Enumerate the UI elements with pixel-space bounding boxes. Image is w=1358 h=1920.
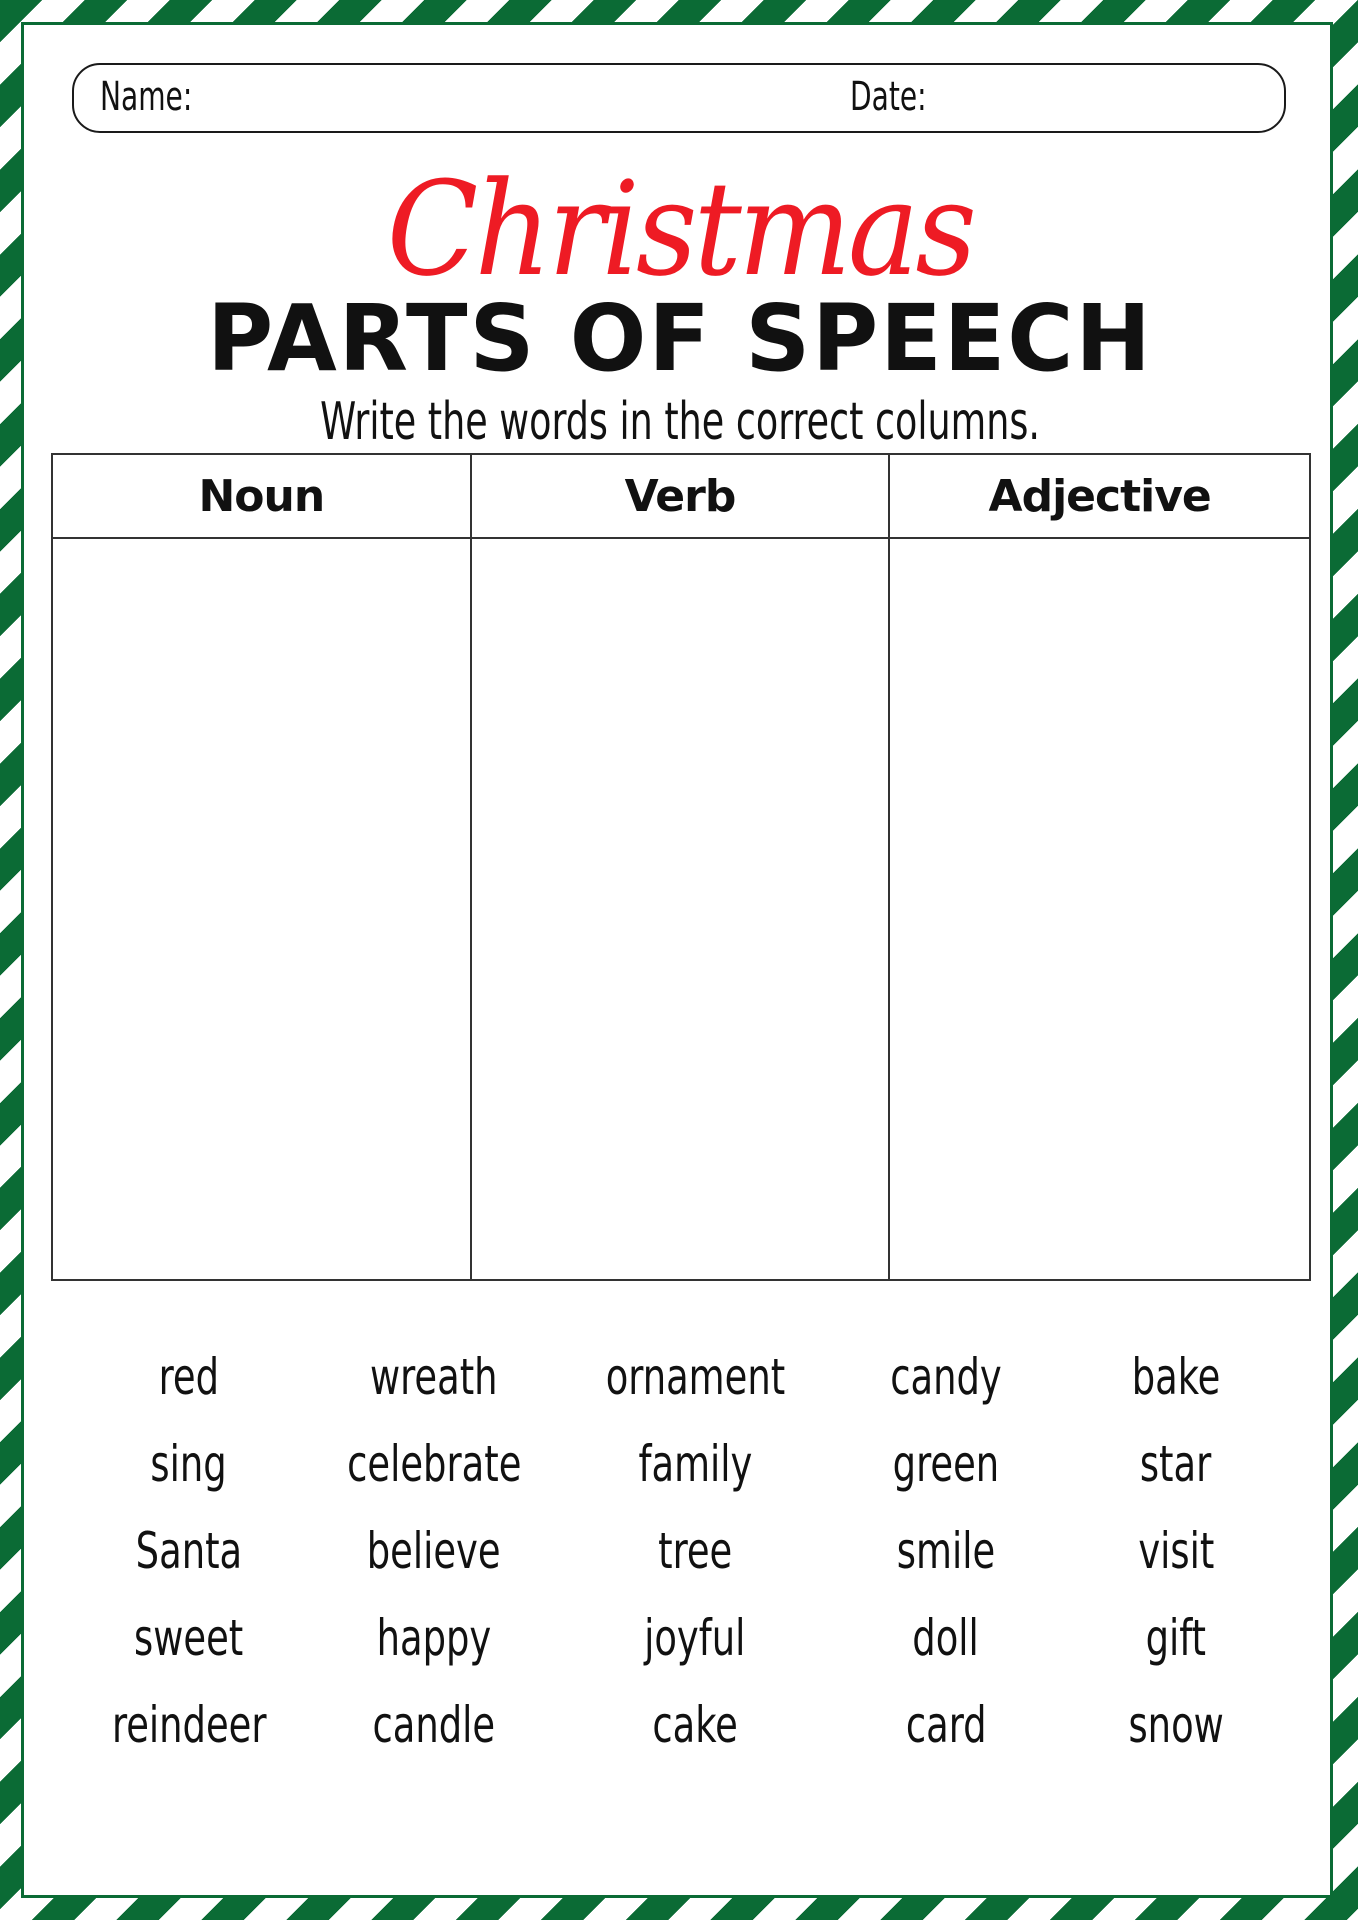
word-item: reindeer [111,1695,267,1754]
word-item: happy [376,1608,492,1667]
word-item: sing [150,1434,228,1493]
word-item: sweet [134,1608,244,1667]
word-item: star [1140,1434,1212,1493]
column-header-adjective: Adjective [890,455,1309,539]
word-item: joyful [644,1608,746,1667]
word-bank [64,1333,1296,1783]
word-item: visit [1137,1521,1215,1580]
name-date-bar [72,63,1286,133]
word-item: red [158,1347,220,1406]
title-script: Christmas [386,153,974,305]
word-item: card [905,1695,987,1754]
word-item: family [638,1434,752,1493]
word-item: doll [912,1608,980,1667]
word-item: smile [896,1521,996,1580]
word-item: bake [1131,1347,1221,1406]
column-area-adjective[interactable] [890,539,1309,1279]
name-label: Name: [100,74,193,120]
word-item: tree [657,1521,733,1580]
column-header-verb: Verb [472,455,891,539]
instruction-text: Write the words in the correct columns. [320,392,1040,452]
column-area-verb[interactable] [472,539,891,1279]
word-item: candy [890,1347,1002,1406]
word-item: cake [652,1695,738,1754]
title-area [24,145,1336,465]
page-title: PARTS OF SPEECH [207,285,1153,392]
worksheet-page [21,22,1333,1898]
word-item: believe [367,1521,501,1580]
column-area-noun[interactable] [53,539,472,1279]
word-item: celebrate [346,1434,522,1493]
word-item: snow [1128,1695,1224,1754]
column-header-noun: Noun [53,455,472,539]
word-item: ornament [605,1347,785,1406]
word-item: wreath [370,1347,498,1406]
word-item: gift [1145,1608,1207,1667]
word-item: Santa [135,1521,243,1580]
word-item: green [892,1434,1000,1493]
date-label: Date: [850,74,927,120]
word-item: candle [372,1695,496,1754]
sorting-table [51,453,1311,1281]
